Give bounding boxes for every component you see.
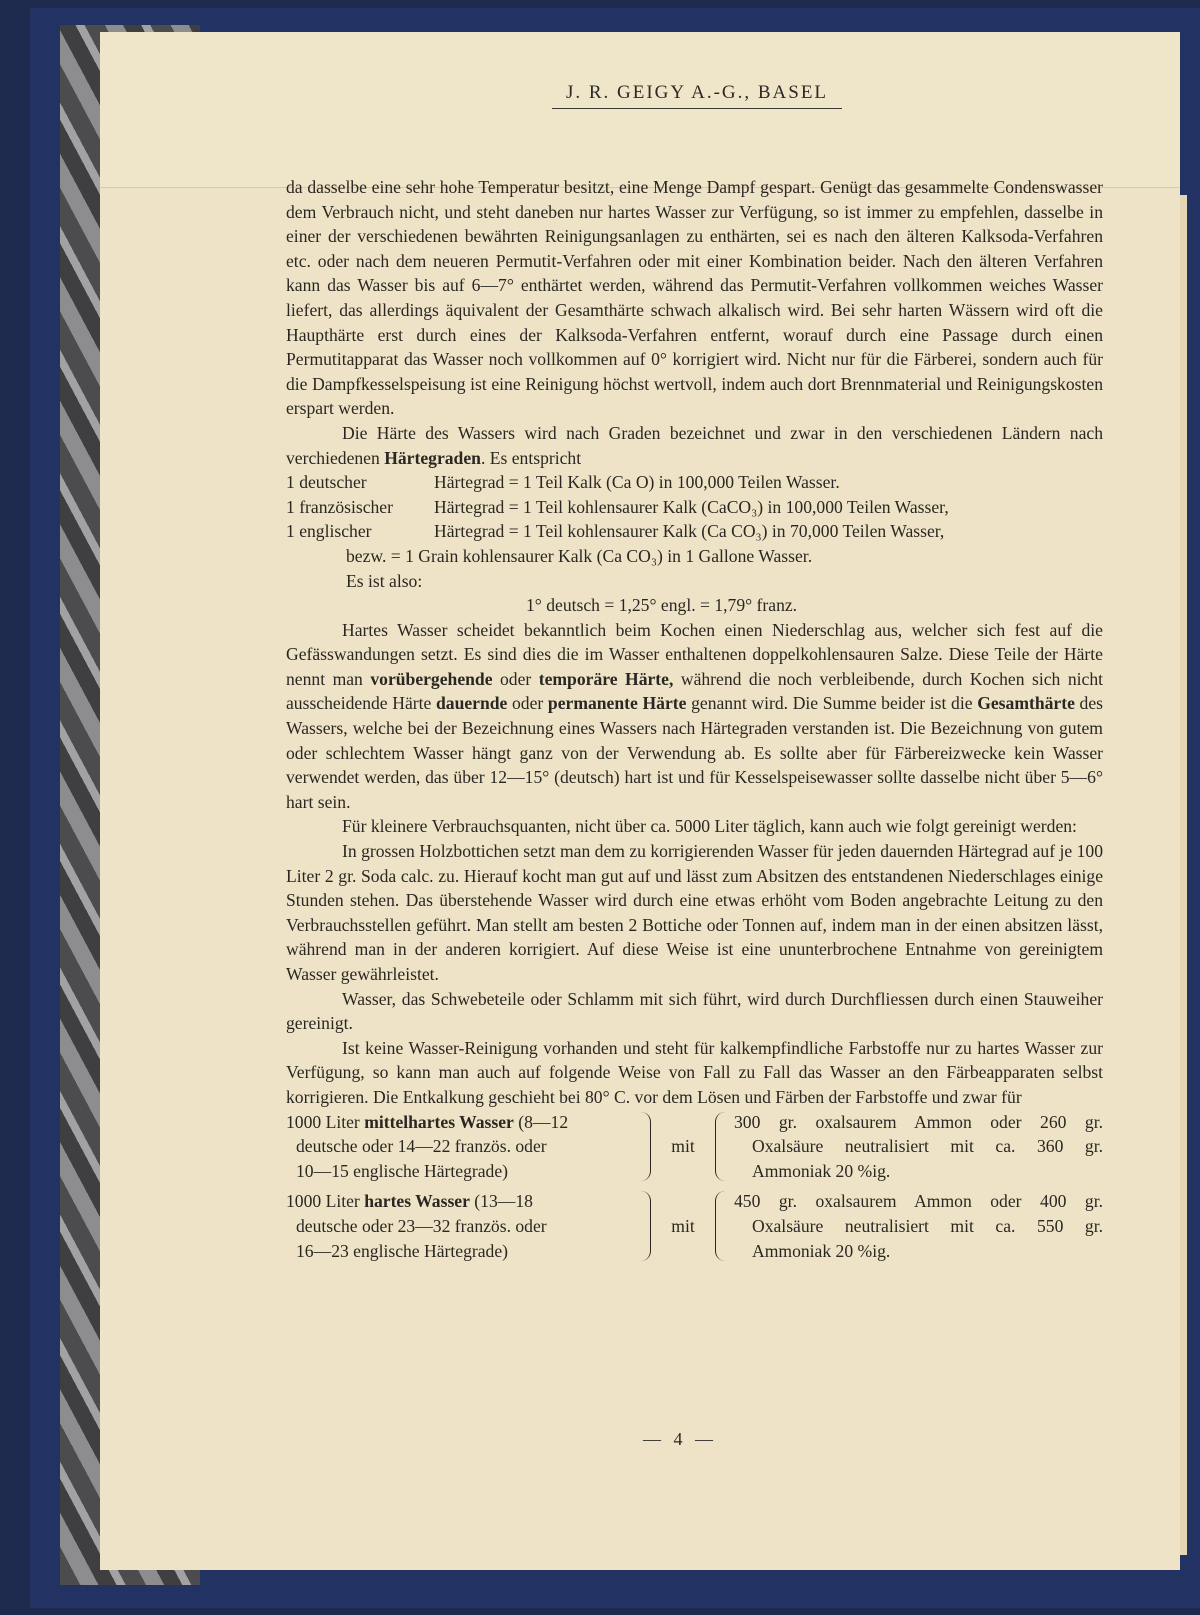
term-gesamthaerte: Gesamthärte [977, 693, 1075, 714]
water-line-3: 16—23 englische Härtegrade) [296, 1240, 509, 1261]
reagent-line-2: Oxalsäure neutralisiert mit ca. 550 gr. [752, 1215, 1103, 1236]
p3-text-a: Hartes Wasser scheidet bekanntlich beim Kochen einen Niederschlag aus, welcher sich fest auf die Gefässwandungen setzt. Es sind dies die im Wasser enthaltenen doppelkohlensauren Salze. Diese Teile der Härte nennt man [286, 619, 1103, 689]
reagent-line-1: 300 gr. oxalsaurem Ammon oder 260 gr. [734, 1111, 1103, 1132]
definition-text: Härtegrad = 1 Teil kohlensaurer Kalk (Ca CO₃) in 70,000 Teilen Wasser, [434, 521, 945, 542]
water-description [286, 1110, 638, 1184]
page-number: — 4 — [643, 1429, 717, 1449]
water-line-2: deutsche oder 14—22 französ. oder [296, 1136, 547, 1157]
definition-text: Härtegrad = 1 Teil kohlensaurer Kalk (CaCO₃) in 100,000 Teilen Wasser, [434, 496, 949, 517]
reagent-line-3: Ammoniak 20 %ig. [752, 1240, 891, 1261]
brace-right [638, 1112, 651, 1182]
definition-text: Härtegrad = 1 Teil Kalk (Ca O) in 100,000 Teilen Wasser. [434, 472, 840, 493]
water-description [286, 1189, 638, 1263]
water-line-1 [286, 1189, 638, 1214]
reagent-line-2: Oxalsäure neutralisiert mit ca. 360 gr. [752, 1136, 1103, 1157]
paragraph-2-text: Die Härte des Wassers wird nach Graden bezeichnet und zwar in den verschiedenen Ländern nach verchiedenen [286, 422, 1103, 468]
p3-text-i: genannt wird. Die Summe beider ist die [686, 693, 978, 714]
water-range: (8—12 [513, 1111, 569, 1132]
term-haertegraden: Härtegraden [384, 447, 481, 468]
reagent-description [728, 1189, 1103, 1263]
term-temporaere-haerte: temporäre Härte, [538, 668, 674, 689]
header-tab [100, 32, 1180, 188]
brace-right [638, 1191, 651, 1261]
definition-row-english [286, 519, 1103, 544]
document-page [100, 32, 1180, 1570]
definition-row-french [286, 495, 1103, 520]
term-voruebergehende: vorübergehende [370, 668, 493, 689]
water-qty: 1000 Liter [286, 1191, 365, 1212]
paragraph-7: Ist keine Wasser-Reinigung vorhanden und steht für kalkempfindliche Farbstoffe nur zu hartes Wasser zur Verfügung, so kann man auch auf folgende Weise von Fall zu Fall das Wasser an den Färbeapparaten selbst korrigieren. Die Entkalkung geschieht bei 80° C. vor dem Lösen und Färben der Farbstoffe und zwar für [286, 1037, 1103, 1107]
mit-label: mit [671, 1136, 695, 1157]
paragraph-6: Wasser, das Schwebeteile oder Schlamm mit sich führt, wird durch Durchfliessen durch einen Stauweiher gereinigt. [286, 988, 1103, 1034]
p3-text-g: oder [507, 693, 548, 714]
page-body [286, 175, 1103, 1263]
term-dauernde: dauernde [435, 693, 508, 714]
water-type: mittelhartes Wasser [364, 1111, 514, 1132]
water-type: hartes Wasser [364, 1191, 470, 1212]
water-qty: 1000 Liter [286, 1111, 365, 1132]
water-line-1 [286, 1110, 638, 1135]
equivalence-line: 1° deutsch = 1,25° engl. = 1,79° franz. [526, 595, 798, 616]
water-range: (13—18 [469, 1191, 533, 1212]
reagent-description [728, 1110, 1103, 1184]
water-line-3: 10—15 englische Härtegrade) [296, 1160, 509, 1181]
paragraph-5: In grossen Holzbottichen setzt man dem zu korrigierenden Wasser für jeden dauernden Härtegrad auf je 100 Liter 2 gr. Soda calc. zu. Hierauf kocht man gut auf und lässt zum Absitzen des entstandenen Niederschlages einige Stunden stehen. Das überstehende Wasser wird durch eine etwas erhöht vom Boden angebrachte Leitung zu den Verbrauchsstellen geführt. Man stellt am besten 2 Bottiche oder Tonnen auf, indem man in der einen absitzen lässt, während man in der anderen korrigiert. Auf diese Weise ist eine ununterbrochene Entnahme von gereinigtem Wasser gewährleistet. [286, 841, 1103, 984]
definition-label: 1 deutscher [286, 472, 367, 493]
water-line-2: deutsche oder 23—32 französ. oder [296, 1215, 547, 1236]
mit-label: mit [671, 1215, 695, 1236]
reagent-line-1: 450 gr. oxalsaurem Ammon oder 400 gr. [734, 1191, 1103, 1212]
definition-grain: bezw. = 1 Grain kohlensaurer Kalk (Ca CO₃) in 1 Gallone Wasser. [346, 545, 813, 566]
p3-text-k: des Wassers, welche bei der Bezeichnung eines Wassers nach Härtegraden verstanden ist. Die Bezeichnung von gutem oder schlechtem Wasser hängt ganz von der Verwendung ab. Es sollte aber für Färbereizwecke kein Wasser verwendet werden, das über 12—15° (deutsch) hart ist und für Kesselspeisewasser sollte dasselbe nicht über 5—6° hart sein. [286, 693, 1104, 812]
definition-label: 1 französischer [286, 496, 393, 517]
brace-left [715, 1112, 728, 1182]
treatment-row-medium-hard [286, 1110, 1103, 1184]
p3-text-e: während die noch verbleibende, durch Kochen sich nicht ausscheidende Härte [286, 668, 1104, 714]
term-permanente-haerte: permanente Härte [547, 693, 687, 714]
running-header: J. R. GEIGY A.-G., BASEL [552, 82, 842, 109]
definition-label: 1 englischer [286, 521, 372, 542]
paragraph-3 [286, 618, 1103, 815]
paragraph-2 [286, 421, 1103, 470]
p3-text-c: oder [492, 668, 539, 689]
paragraph-1: da dasselbe eine sehr hohe Temperatur besitzt, eine Menge Dampf gespart. Genügt das gesammelte Condenswasser dem Verbrauch nicht, und steht daneben nur hartes Wasser zur Verfügung, so ist immer zu empfehlen, dasselbe in einer der verschiedenen bewährten Reinigungsanlagen zu enthärten, sei es nach den älteren Kalksoda-Verfahren etc. oder nach dem neueren Permutit-Verfahren oder mit einer Kombination beider. Nach den älteren Verfahren kann das Wasser bis auf 6—7° enthärtet werden, während das Permutit-Verfahren vollkommen weiches Wasser liefert, das allerdings äquivalent der Gesamthärte schwach alkalisch wird. Bei sehr harten Wässern wird oft die Haupthärte erst durch eines der Kalksoda-Verfahren entfernt, worauf durch eine Passage durch einen Permutitapparat das Wasser noch vollkommen auf 0° korrigiert wird. Nicht nur für die Färberei, sondern auch für die Dampfkesselspeisung ist eine Reinigung höchst wertvoll, indem auch dort Brennmaterial und Reinigungskosten erspart werden. [286, 177, 1103, 419]
treatment-row-hard [286, 1189, 1103, 1263]
paragraph-2-end: . Es entspricht [480, 447, 582, 468]
es-ist-also: Es ist also: [346, 570, 423, 591]
brace-left [715, 1191, 728, 1261]
reagent-line-3: Ammoniak 20 %ig. [752, 1160, 891, 1181]
paragraph-4: Für kleinere Verbrauchsquanten, nicht über ca. 5000 Liter täglich, kann auch wie folgt gereinigt werden: [342, 816, 1077, 837]
definition-row-german [286, 470, 1103, 495]
